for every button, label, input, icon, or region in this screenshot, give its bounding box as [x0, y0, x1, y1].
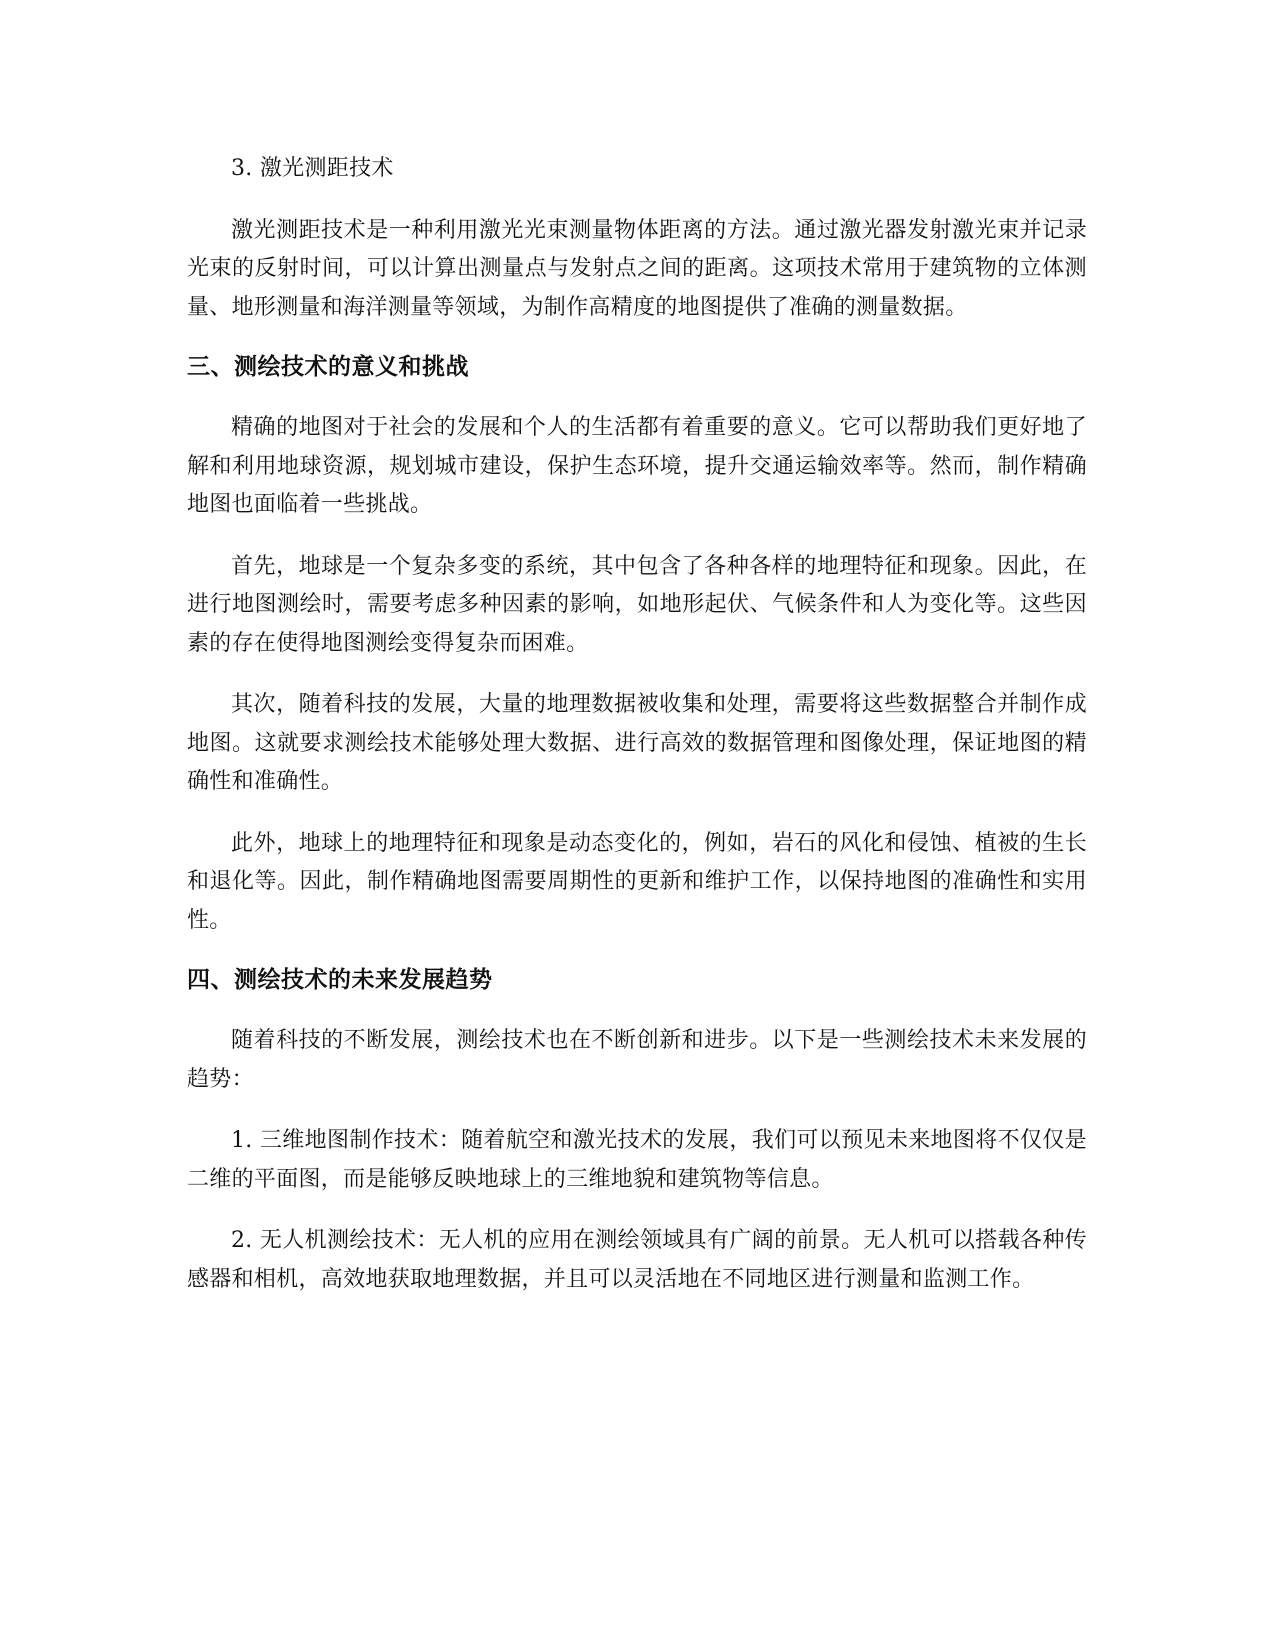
heading-section-4: 四、测绘技术的未来发展趋势 [187, 967, 493, 993]
paragraph-future-3d-maps: 1. 三维地图制作技术：随着航空和激光技术的发展，我们可以预见未来地图将不仅仅是二维的平面图，而是能够反映地球上的三维地貌和建筑物等信息。 [187, 1128, 1087, 1192]
paragraph-laser-ranging-title: 3. 激光测距技术 [231, 156, 394, 181]
paragraph-challenge-third: 此外，地球上的地理特征和现象是动态变化的，例如，岩石的风化和侵蚀、植被的生长和退化等。因此，制作精确地图需要周期性的更新和维护工作，以保持地图的准确性和实用性。 [187, 830, 1087, 933]
heading-section-3: 三、测绘技术的意义和挑战 [187, 354, 469, 380]
paragraph-challenge-first: 首先，地球是一个复杂多变的系统，其中包含了各种各样的地理特征和现象。因此，在进行地图测绘时，需要考虑多种因素的影响，如地形起伏、气候条件和人为变化等。这些因素的存在使得地图测绘变得复杂而困难。 [187, 553, 1087, 656]
paragraph-future-intro: 随着科技的不断发展，测绘技术也在不断创新和进步。以下是一些测绘技术未来发展的趋势： [187, 1028, 1087, 1092]
paragraph-future-drones: 2. 无人机测绘技术：无人机的应用在测绘领域具有广阔的前景。无人机可以搭载各种传感器和相机，高效地获取地理数据，并且可以灵活地在不同地区进行测量和监测工作。 [187, 1228, 1087, 1292]
paragraph-challenge-second: 其次，随着科技的发展，大量的地理数据被收集和处理，需要将这些数据整合并制作成地图。这就要求测绘技术能够处理大数据、进行高效的数据管理和图像处理，保证地图的精确性和准确性。 [187, 692, 1087, 794]
document-body [187, 150, 1087, 1322]
paragraph-laser-ranging: 激光测距技术是一种利用激光光束测量物体距离的方法。通过激光器发射激光束并记录光束的反射时间，可以计算出测量点与发射点之间的距离。这项技术常用于建筑物的立体测量、地形测量和海洋测量等领域，为制作高精度的地图提供了准确的测量数据。 [187, 217, 1087, 320]
paragraph-significance: 精确的地图对于社会的发展和个人的生活都有着重要的意义。它可以帮助我们更好地了解和利用地球资源，规划城市建设，保护生态环境，提升交通运输效率等。然而，制作精确地图也面临着一些挑战。 [187, 415, 1087, 517]
